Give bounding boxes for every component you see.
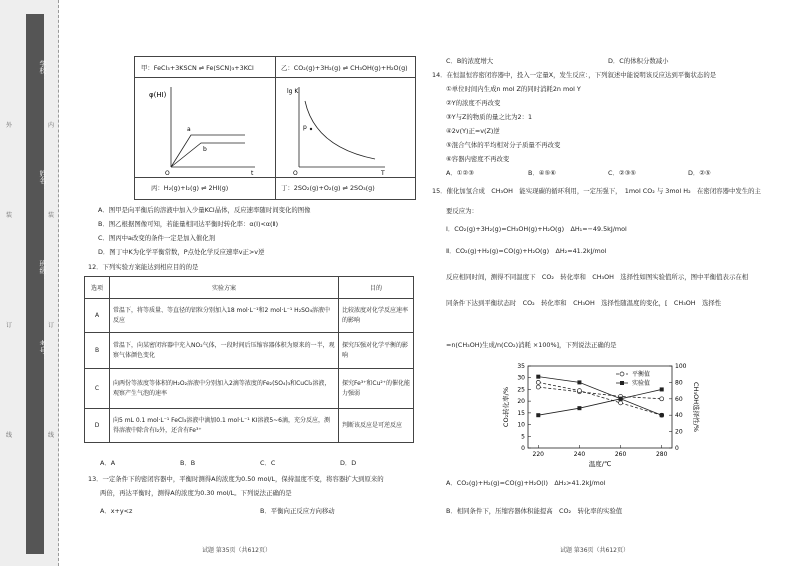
- x-tick-label: 240: [573, 451, 586, 458]
- q12-answer-d: D．D: [340, 459, 357, 467]
- q12-answer-b: B．B: [180, 459, 196, 467]
- y-left-tick-label: 30: [517, 374, 525, 382]
- q14-opt-b: B．④⑤⑥: [528, 169, 556, 177]
- q14-opt-a: A．①②③: [446, 169, 474, 177]
- y-right-tick-label: 60: [675, 395, 683, 403]
- q15-line-3: Ⅰ．CO₂(g)+3H₂(g)=CH₃OH(g)+H₂O(g) ΔH₁=−49.5kJ/mol: [446, 225, 627, 233]
- q15-line-1: 15．催化加氢合成 CH₃OH 能实现碳的循环利用，一定压强下， 1mol CO₂ 与 3mol H₂ 在密闭容器中发生的主: [432, 187, 761, 195]
- mark-outer: 外: [6, 122, 13, 129]
- q15-line-7: =n(CH₃OH)生成/n(CO₂)消耗 ×100%]，下列说法正确的是: [446, 341, 617, 349]
- x-axis-label: 温度/℃: [588, 460, 612, 468]
- q13-line-2: 两倍，再达平衡时，测得A的浓度为0.30 mol/L。下列说法正确的是: [100, 489, 292, 497]
- q14-opt-c: C．②③⑤: [608, 169, 637, 177]
- q13-option-c: C．B的浓度增大: [446, 57, 494, 65]
- equilibrium-point: [536, 380, 540, 384]
- equilibrium-point: [660, 397, 664, 401]
- mark-inner: 内: [48, 122, 55, 129]
- table-row: [85, 299, 414, 333]
- q14-item: ⑥容器内密度不再改变: [446, 155, 510, 163]
- legend-label: 平衡值: [632, 371, 651, 378]
- y-right-tick-label: 20: [675, 428, 683, 436]
- q14-item: ③Y与Z的物质的量之比为2：1: [446, 113, 533, 121]
- x-tick-label: 280: [655, 451, 668, 458]
- experimental-point: [536, 413, 540, 417]
- y-left-tick-label: 15: [517, 409, 525, 417]
- q14-item: ②Y的浓度不再改变: [446, 99, 501, 107]
- binding-strip: [0, 0, 59, 566]
- mark-inner: 订: [48, 322, 55, 329]
- q13-line-1: 13．一定条件下的密闭容器中，平衡时测得A的浓度为0.50 mol/L，保持温度不变，将容器扩大到原来的: [88, 475, 384, 483]
- table-row: [85, 409, 414, 443]
- q15-option-a: A．CO₂(g)+H₂(g)=CO(g)+H₂O(l) ΔH₂>41.2kJ/mol: [446, 479, 606, 487]
- g1-b-label: b: [203, 146, 207, 153]
- legend-marker: [620, 381, 624, 385]
- q14-item: ①单位时间内生成n mol Z的同时消耗2n mol Y: [446, 85, 581, 93]
- y-left-tick-label: 10: [517, 421, 525, 429]
- experimental-point: [660, 387, 664, 391]
- mark-inner: 线: [48, 432, 55, 439]
- left-page: [84, 0, 414, 566]
- q12-plan: 向5 mL 0.1 mol·L⁻¹ FeCl₃溶液中滴加0.1 mol·L⁻¹ KI溶液5~6滴，充分反应，测得溶液中除含有I₂外，还含有Fe³⁺: [110, 409, 339, 443]
- q15-line-5: 反应相同时间，测得不同温度下 CO₂ 转化率和 CH₃OH 选择性如图实验值所示，图中平衡值表示在相: [446, 273, 749, 281]
- q11-option-b: B．图乙根据图像可知，若能量相同达平衡时转化率：α(Ⅰ)<α(Ⅱ): [98, 220, 279, 228]
- q12-title: 12．下列实验方案能达到相应目的的是: [88, 263, 199, 271]
- graph-cell-c: 丙：H₂(g)+I₂(g) ⇌ 2HI(g): [151, 184, 229, 192]
- binding-bar: [26, 14, 44, 554]
- co2-methanol-chart: [472, 360, 722, 470]
- y-right-tick-label: 0: [675, 445, 679, 452]
- q12-plan: 常温下，将等质量、等直径的铝粒分别加入18 mol·L⁻¹和2 mol·L⁻¹ H₂SO₄溶液中反应: [110, 299, 339, 333]
- q12-header: 实验方案: [110, 277, 339, 299]
- q12-opt: D: [85, 409, 110, 443]
- g1-ylabel: φ(HI): [149, 91, 167, 99]
- right-footer: 试题 第36页（共612页）: [560, 547, 629, 554]
- q12-answer-c: C．C: [260, 459, 276, 467]
- q15-line-2: 要反应为：: [446, 207, 478, 215]
- q12-header: 选项: [85, 277, 110, 299]
- y-left-tick-label: 5: [521, 433, 525, 441]
- graph-lgk: [275, 77, 415, 177]
- experimental-point: [660, 413, 664, 417]
- q12-opt: C: [85, 369, 110, 409]
- y-right-axis-label: CH₃OH选择性/%: [692, 382, 700, 432]
- right-page: [432, 0, 780, 566]
- q12-plan: 常温下，向某密闭容器中充入NO₂气体，一段时间后压缩容器体积为原来的一半，观察气体颜色变化: [110, 333, 339, 369]
- q12-header: 目的: [339, 277, 414, 299]
- q15-option-b: B．相同条件下，压缩容器体积能提高 CO₂ 转化率的实验值: [446, 507, 623, 515]
- q12-opt: A: [85, 299, 110, 333]
- experimental-point: [536, 375, 540, 379]
- q12-goal: 判断该反应是可逆反应: [339, 409, 414, 443]
- y-right-tick-label: 100: [675, 363, 687, 370]
- q14-item: ④2v(Y)正=v(Z)逆: [446, 127, 500, 135]
- legend-marker: [620, 372, 624, 376]
- g2-p-label: p: [303, 124, 307, 131]
- experimental-point: [577, 406, 581, 410]
- table-row: [85, 369, 414, 409]
- q11-option-c: C．图丙中a改变的条件一定是加入催化剂: [98, 234, 216, 242]
- q14-opt-d: D．②⑤: [688, 169, 711, 177]
- q14-title: 14．在恒温恒容密闭容器中，投入一定量X，发生反应：，下列叙述中能说明该反应达到平衡状态的是: [432, 71, 717, 79]
- q12-goal: 比较浓度对化学反应速率的影响: [339, 299, 414, 333]
- y-left-tick-label: 20: [517, 398, 525, 406]
- y-left-tick-label: 25: [517, 386, 525, 394]
- legend-label: 实验值: [632, 380, 651, 387]
- q13-option-a: A．x+y<z: [100, 507, 133, 515]
- class-field: 班级：: [39, 260, 47, 281]
- equilibrium-point: [577, 389, 581, 393]
- q12-goal: 探究压强对化学平衡的影响: [339, 333, 414, 369]
- q13-option-b: B．平衡向正反应方向移动: [260, 507, 335, 515]
- graph-table: [134, 56, 416, 200]
- g2-o-label: O: [293, 170, 298, 177]
- q14-item: ⑤混合气体的平均相对分子质量不再改变: [446, 141, 561, 149]
- exam-no-field: 考号：: [39, 340, 47, 361]
- q12-table: [84, 276, 414, 443]
- graph-phi-hi: [135, 77, 275, 177]
- q15-line-4: Ⅱ．CO₂(g)+H₂(g)=CO(g)+H₂O(g) ΔH₂=41.2kJ/mol: [446, 247, 607, 255]
- series-line: [538, 387, 661, 399]
- equilibrium-point: [619, 401, 623, 405]
- g2-t-label: T: [381, 170, 385, 177]
- x-tick-label: 220: [532, 451, 545, 458]
- series-line: [538, 389, 661, 415]
- g1-a-label: a: [187, 126, 191, 133]
- name-field: 姓名：: [39, 170, 47, 191]
- mark-outer: 线: [6, 432, 13, 439]
- left-footer: 试题 第35页（共612页）: [202, 547, 271, 554]
- q12-opt: B: [85, 333, 110, 369]
- equilibrium-point: [536, 385, 540, 389]
- y-right-tick-label: 40: [675, 412, 683, 420]
- g1-o-label: O: [165, 170, 170, 177]
- g2-ylabel: lg K: [287, 88, 299, 95]
- q11-option-d: D．图丁中K为化学平衡常数，P点处化学反应速率v正>v逆: [98, 248, 265, 256]
- x-tick-label: 260: [614, 451, 627, 458]
- q12-goal: 探究Fe³⁺和Cu²⁺的催化能力强弱: [339, 369, 414, 409]
- graph-cell-b: 乙：CO₂(g)+3H₂(g) ⇌ CH₃OH(g)+H₂O(g): [281, 64, 408, 72]
- experimental-point: [619, 397, 623, 401]
- q13-option-d: D．C的体积分数减小: [608, 57, 669, 65]
- graph-cell-d: 丁：2SO₂(g)+O₂(g) ⇌ 2SO₃(g): [281, 184, 375, 192]
- mark-outer: 订: [6, 322, 13, 329]
- experimental-point: [577, 380, 581, 384]
- q11-option-a: A．图甲是向平衡后的溶液中加入少量KCl晶体，反应速率随时间变化的图像: [98, 206, 311, 214]
- q15-line-6: 同条件下达到平衡状态时 CO₂ 转化率和 CH₃OH 选择性随温度的变化，[ CH₃OH 选择性: [446, 299, 722, 307]
- g1-t-label: t: [251, 170, 254, 177]
- y-left-tick-label: 35: [517, 363, 525, 370]
- mark-outer: 装: [6, 212, 13, 219]
- graph-cell-a: 甲：FeCl₃+3KSCN ⇌ Fe(SCN)₃+3KCl: [141, 64, 254, 72]
- y-left-tick-label: 0: [521, 445, 525, 452]
- table-row: [85, 333, 414, 369]
- series-line: [538, 382, 661, 415]
- school-field: 学校：: [39, 60, 47, 81]
- y-right-tick-label: 80: [675, 379, 683, 387]
- q12-answer-a: A．A: [100, 459, 116, 467]
- y-left-axis-label: CO₂转化率/%: [502, 386, 510, 428]
- mark-inner: 装: [48, 212, 55, 219]
- q12-plan: 向两份等浓度等体积的H₂O₂溶液中分别加入2滴等浓度的Fe₂(SO₄)₃和CuCl₂溶液，观察产生气泡的速率: [110, 369, 339, 409]
